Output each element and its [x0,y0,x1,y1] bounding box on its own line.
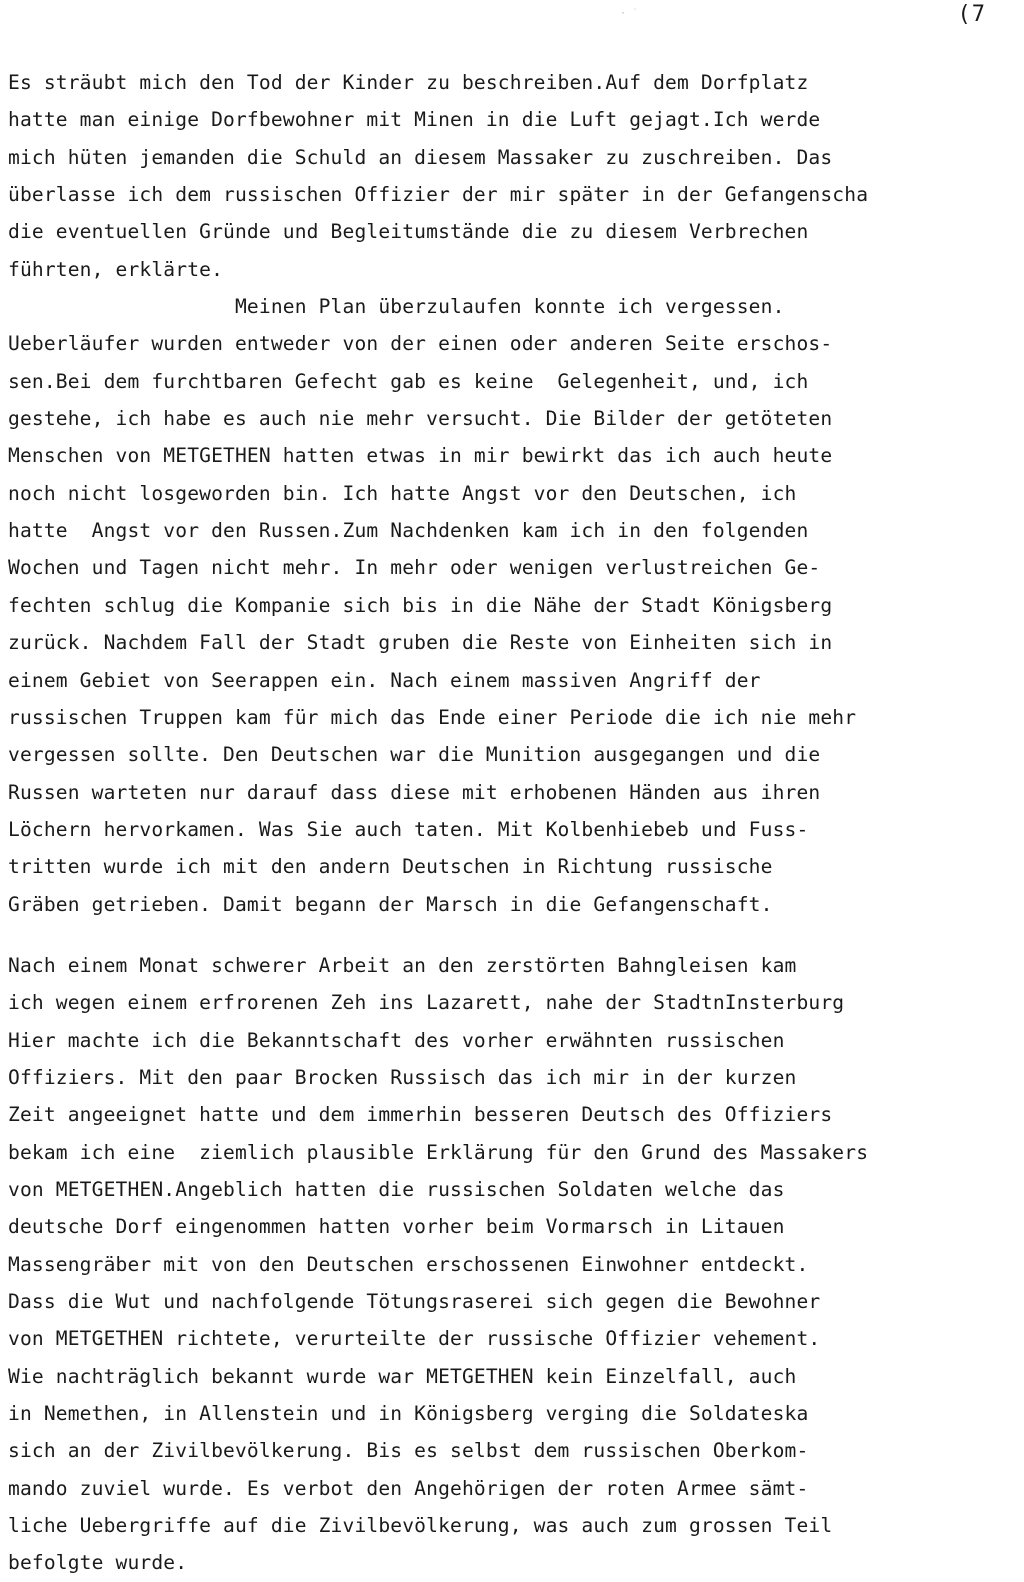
text-line: hatte Angst vor den Russen.Zum Nachdenken kam ich in den folgenden [8,519,809,543]
text-line: sen.Bei dem furchtbaren Gefecht gab es keine Gelegenheit, und, ich [8,369,809,393]
text-line: Offiziers. Mit den paar Brocken Russisch das ich mir in der kurzen [8,1065,797,1089]
paragraph-spacer [8,923,1020,947]
page-number: (7 [957,2,986,27]
text-line: Es sträubt mich den Tod der Kinder zu beschreiben.Auf dem Dorfplatz [8,71,809,94]
text-line: von METGETHEN richtete, verurteilte der russische Offizier vehement. [8,1327,821,1351]
scan-speck-marks: · ˙ [620,8,639,19]
text-line: hatte man einige Dorfbewohner mit Minen in die Luft gejagt.Ich werde [8,108,821,132]
text-line: Zeit angeeignet hatte und dem immerhin besseren Deutsch des Offiziers [8,1103,833,1127]
text-line: gestehe, ich habe es auch nie mehr versucht. Die Bilder der getöteten [8,407,833,431]
text-line: Massengräber mit von den Deutschen erschossenen Einwohner entdeckt. [8,1252,809,1276]
text-line: zurück. Nachdem Fall der Stadt gruben die Reste von Einheiten sich in [8,631,833,655]
text-line: deutsche Dorf eingenommen hatten vorher beim Vormarsch in Litauen [8,1215,785,1239]
text-line: vergessen sollte. Den Deutschen war die Munition ausgegangen und die [8,743,821,767]
text-line: von METGETHEN.Angeblich hatten die russischen Soldaten welche das [8,1177,785,1201]
text-line: in Nemethen, in Allenstein und in Königsberg verging die Soldateska [8,1402,809,1426]
text-line: führten, erklärte. [8,257,224,281]
text-line: Gräben getrieben. Damit begann der Marsch in die Gefangenschaft. [8,892,773,916]
text-line: Menschen von METGETHEN hatten etwas in mir bewirkt das ich auch heute [8,444,833,468]
paragraph-1 [8,64,1020,288]
text-line: überlasse ich dem russischen Offizier der mir später in der Gefangenscha [8,183,869,207]
text-line: Löchern hervorkamen. Was Sie auch taten. Mit Kolbenhiebeb und Fuss- [8,817,809,841]
text-line: liche Uebergriffe auf die Zivilbevölkerung, was auch zum grossen Teil [8,1514,833,1538]
typewritten-text [8,64,1020,1582]
text-line: einem Gebiet von Seerappen ein. Nach einem massiven Angriff der [8,668,761,692]
text-line: mando zuviel wurde. Es verbot den Angehörigen der roten Armee sämt- [8,1476,809,1500]
text-line: befolgte wurde. [8,1551,188,1575]
paragraph-3 [8,947,1020,1582]
text-line: bekam ich eine ziemlich plausible Erklärung für den Grund des Massakers [8,1140,869,1164]
text-line: Russen warteten nur darauf dass diese mit erhobenen Händen aus ihren [8,780,821,804]
text-line: Meinen Plan überzulaufen konnte ich vergessen. [8,295,785,319]
text-line: mich hüten jemanden die Schuld an diesem Massaker zu zuschreiben. Das [8,145,833,169]
text-line: noch nicht losgeworden bin. Ich hatte Angst vor den Deutschen, ich [8,481,797,505]
text-line: Ueberläufer wurden entweder von der einen oder anderen Seite erschos- [8,332,833,356]
text-line: Wie nachträglich bekannt wurde war METGETHEN kein Einzelfall, auch [8,1364,797,1388]
text-line: Nach einem Monat schwerer Arbeit an den zerstörten Bahngleisen kam [8,953,797,977]
text-line: ich wegen einem erfrorenen Zeh ins Lazarett, nahe der StadtnInsterburg [8,991,845,1015]
text-line: Wochen und Tagen nicht mehr. In mehr oder wenigen verlustreichen Ge- [8,556,821,580]
text-line: sich an der Zivilbevölkerung. Bis es selbst dem russischen Oberkom- [8,1439,809,1463]
text-line: fechten schlug die Kompanie sich bis in die Nähe der Stadt Königsberg [8,593,833,617]
text-line: Dass die Wut und nachfolgende Tötungsraserei sich gegen die Bewohner [8,1290,821,1313]
text-line: tritten wurde ich mit den andern Deutschen in Richtung russische [8,855,773,879]
paragraph-2 [8,288,1020,923]
text-line: die eventuellen Gründe und Begleitumstände die zu diesem Verbrechen [8,220,809,244]
text-line: russischen Truppen kam für mich das Ende einer Periode die ich nie mehr [8,705,857,729]
text-line: Hier machte ich die Bekanntschaft des vorher erwähnten russischen [8,1028,785,1052]
